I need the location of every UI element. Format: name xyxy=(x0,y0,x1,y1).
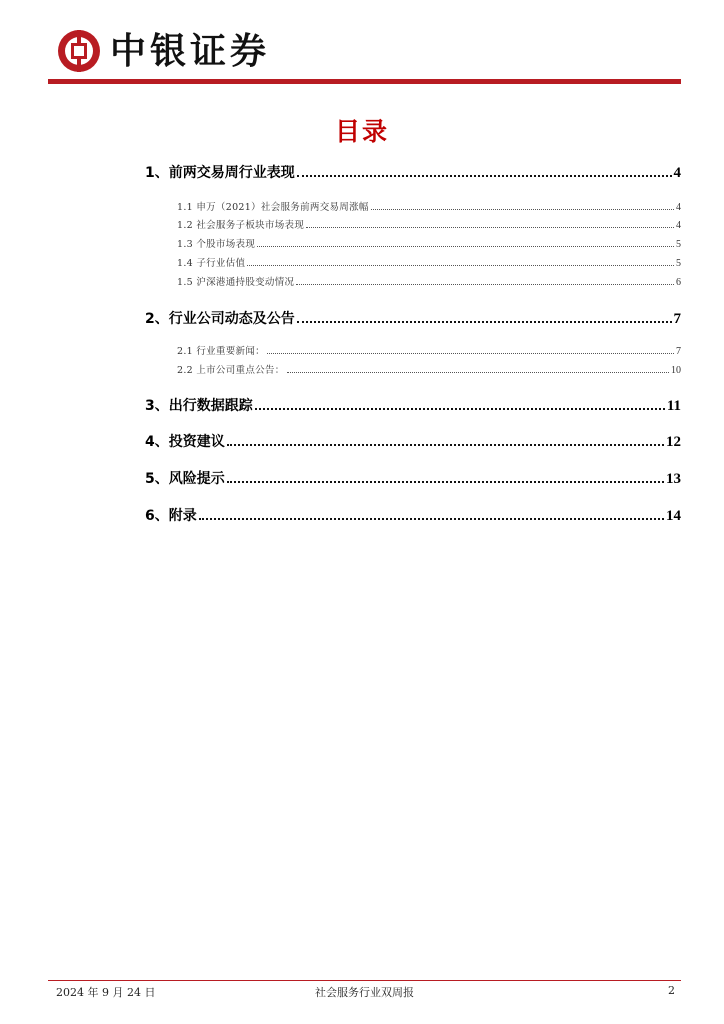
toc-entry-page: 11 xyxy=(666,398,681,414)
dot-leader xyxy=(227,444,664,446)
dot-leader xyxy=(297,175,672,177)
toc-entry-text: 1.1 申万（2021）社会服务前两交易周涨幅 xyxy=(177,202,369,213)
toc-entry[interactable] xyxy=(145,162,681,182)
toc-entry-page: 10 xyxy=(671,365,681,376)
page-number: 2 xyxy=(668,984,675,997)
dot-leader xyxy=(247,265,674,266)
toc-entry-text: 6、附录 xyxy=(145,508,197,524)
toc-entry-text: 4、投资建议 xyxy=(145,434,225,450)
toc-entry-text: 1.3 个股市场表现 xyxy=(177,239,256,250)
dot-leader xyxy=(227,481,664,483)
toc-entry-text: 1.5 沪深港通持股变动情况 xyxy=(177,277,295,288)
toc-entry-text: 2.1 行业重要新闻： xyxy=(177,346,265,357)
dot-leader xyxy=(255,408,665,410)
toc-entry-text: 3、出行数据跟踪 xyxy=(145,398,253,414)
toc-entry-page: 7 xyxy=(676,346,681,357)
toc-entry[interactable] xyxy=(177,255,681,269)
toc-entry-text: 2.2 上市公司重点公告： xyxy=(177,365,285,376)
report-date: 2024 年 9 月 24 日 xyxy=(56,986,156,999)
page-footer xyxy=(48,984,681,1002)
dot-leader xyxy=(257,246,674,247)
toc-entry[interactable] xyxy=(177,343,681,357)
dot-leader xyxy=(287,372,669,373)
dot-leader xyxy=(267,353,674,354)
toc-entry[interactable] xyxy=(145,468,681,488)
bank-of-china-logo-icon xyxy=(58,30,100,72)
toc-entry-page: 12 xyxy=(666,434,681,450)
toc-title: 目录 xyxy=(334,117,389,146)
toc-entry-text: 1.2 社会服务子板块市场表现 xyxy=(177,220,305,231)
dot-leader xyxy=(371,209,674,210)
toc-entry-page: 4 xyxy=(676,202,681,213)
dot-leader xyxy=(297,321,672,323)
toc-entry[interactable] xyxy=(177,199,681,213)
dot-leader xyxy=(306,227,674,228)
toc-entry[interactable] xyxy=(145,505,681,525)
toc-entry[interactable] xyxy=(145,431,681,451)
toc-entry[interactable] xyxy=(177,274,681,288)
brand-name: 中银证券 xyxy=(110,31,271,72)
dot-leader xyxy=(296,284,674,285)
toc-entry-text: 1、前两交易周行业表现 xyxy=(145,165,295,181)
toc-entry[interactable] xyxy=(177,236,681,250)
toc-entry[interactable] xyxy=(177,217,681,231)
toc-entry-page: 4 xyxy=(673,165,681,181)
toc-entry-page: 6 xyxy=(676,277,681,288)
toc-entry-text: 5、风险提示 xyxy=(145,471,225,487)
header-divider xyxy=(48,79,681,84)
toc-entry-text: 2、行业公司动态及公告 xyxy=(145,311,295,327)
toc-entry-page: 7 xyxy=(673,311,681,327)
dot-leader xyxy=(199,518,664,520)
toc-entry-page: 4 xyxy=(676,220,681,231)
page-header xyxy=(0,0,724,85)
toc-entry-page: 14 xyxy=(666,508,681,524)
toc-entry-page: 5 xyxy=(676,258,681,269)
toc-entry-page: 5 xyxy=(676,239,681,250)
toc-entry-page: 13 xyxy=(666,471,681,487)
toc-entry-text: 1.4 子行业估值 xyxy=(177,258,246,269)
toc-entry[interactable] xyxy=(177,362,681,376)
toc-entry[interactable] xyxy=(145,395,681,415)
footer-divider xyxy=(48,980,681,981)
toc-entry[interactable] xyxy=(145,308,681,328)
report-name: 社会服务行业双周报 xyxy=(315,986,414,999)
